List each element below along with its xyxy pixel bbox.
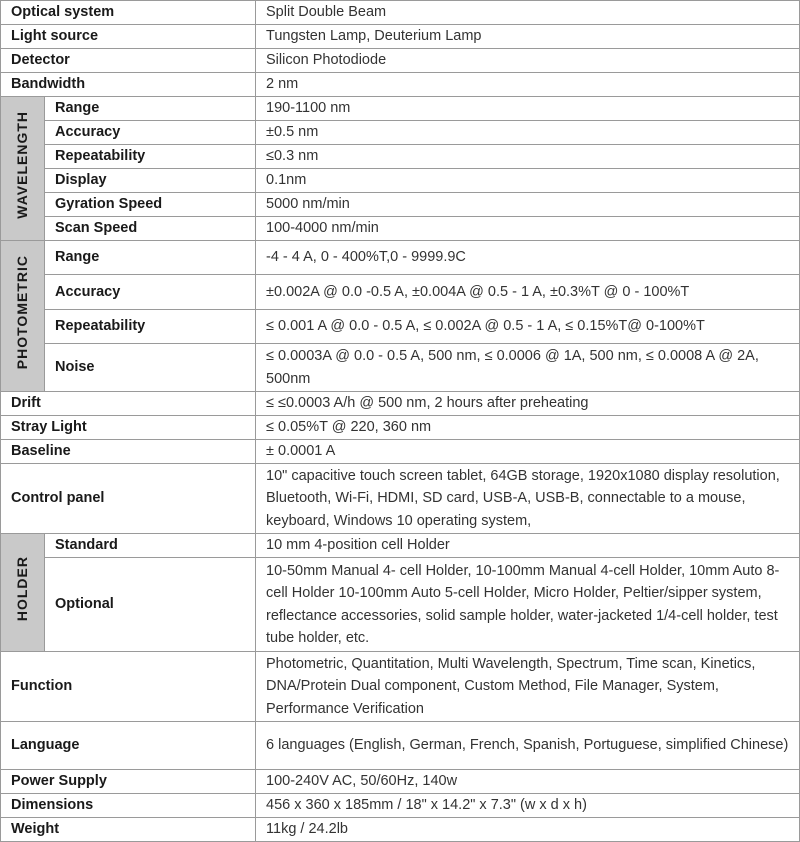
row-value: 10-50mm Manual 4- cell Holder, 10-100mm Manual 4-cell Holder, 10mm Auto 8-cell Holder 10-100mm Auto 5-cell Holder, Micro Holder, Peltier/sipper system, reflectance accessories, solid sample holder, water-jacketed 1/4-cell holder, test tube holder, etc. — [256, 558, 800, 652]
table-row — [1, 652, 800, 722]
table-row — [1, 416, 800, 440]
row-value: ≤0.3 nm — [256, 145, 800, 169]
row-label: Accuracy — [45, 121, 256, 145]
row-value: 190-1100 nm — [256, 97, 800, 121]
row-value: ±0.5 nm — [256, 121, 800, 145]
table-row — [1, 73, 800, 97]
row-label: Display — [45, 169, 256, 193]
table-row — [1, 193, 800, 217]
row-value: ± 0.0001 A — [256, 440, 800, 464]
row-label: Weight — [1, 818, 256, 842]
row-value: -4 - 4 A, 0 - 400%T,0 - 9999.9C — [256, 241, 800, 275]
row-value: 100-240V AC, 50/60Hz, 140w — [256, 770, 800, 794]
row-label: Optional — [45, 558, 256, 652]
table-row — [1, 794, 800, 818]
row-label: Dimensions — [1, 794, 256, 818]
table-row — [1, 241, 800, 275]
group-label-photometric: PHOTOMETRIC — [1, 241, 45, 392]
table-row — [1, 558, 800, 652]
row-label: Function — [1, 652, 256, 722]
row-value: 100-4000 nm/min — [256, 217, 800, 241]
row-value: 10" capacitive touch screen tablet, 64GB storage, 1920x1080 display resolution, Bluetooth, Wi-Fi, HDMI, SD card, USB-A, USB-B, connectable to a mouse, keyboard, Windows 10 operating system, — [256, 464, 800, 534]
row-value: ≤ 0.05%T @ 220, 360 nm — [256, 416, 800, 440]
table-row — [1, 121, 800, 145]
row-label: Optical system — [1, 1, 256, 25]
row-label: Control panel — [1, 464, 256, 534]
group-label-wavelength: WAVELENGTH — [1, 97, 45, 241]
row-value: 11kg / 24.2lb — [256, 818, 800, 842]
table-row — [1, 97, 800, 121]
table-row — [1, 25, 800, 49]
row-label: Range — [45, 97, 256, 121]
row-value: 456 x 360 x 185mm / 18" x 14.2" x 7.3" (w x d x h) — [256, 794, 800, 818]
row-value: ≤ 0.0003A @ 0.0 - 0.5 A, 500 nm, ≤ 0.0006 @ 1A, 500 nm, ≤ 0.0008 A @ 2A, 500nm — [256, 344, 800, 392]
row-label: Bandwidth — [1, 73, 256, 97]
row-value: 2 nm — [256, 73, 800, 97]
table-row — [1, 722, 800, 770]
row-value: Silicon Photodiode — [256, 49, 800, 73]
table-row — [1, 217, 800, 241]
table-row — [1, 275, 800, 310]
row-value: ≤ ≤0.0003 A/h @ 500 nm, 2 hours after preheating — [256, 392, 800, 416]
table-row — [1, 310, 800, 344]
row-label: Range — [45, 241, 256, 275]
table-row — [1, 169, 800, 193]
row-label: Standard — [45, 534, 256, 558]
row-label: Baseline — [1, 440, 256, 464]
row-label: Power Supply — [1, 770, 256, 794]
row-value: ±0.002A @ 0.0 -0.5 A, ±0.004A @ 0.5 - 1 A, ±0.3%T @ 0 - 100%T — [256, 275, 800, 310]
row-value: Split Double Beam — [256, 1, 800, 25]
row-label: Drift — [1, 392, 256, 416]
table-row — [1, 392, 800, 416]
row-label: Gyration Speed — [45, 193, 256, 217]
row-label: Repeatability — [45, 310, 256, 344]
row-label: Noise — [45, 344, 256, 392]
table-row — [1, 49, 800, 73]
row-value: 5000 nm/min — [256, 193, 800, 217]
row-label: Light source — [1, 25, 256, 49]
table-row — [1, 770, 800, 794]
table-row — [1, 440, 800, 464]
row-value: 10 mm 4-position cell Holder — [256, 534, 800, 558]
row-label: Scan Speed — [45, 217, 256, 241]
table-row — [1, 145, 800, 169]
row-label: Language — [1, 722, 256, 770]
row-value: 0.1nm — [256, 169, 800, 193]
row-value: ≤ 0.001 A @ 0.0 - 0.5 A, ≤ 0.002A @ 0.5 - 1 A, ≤ 0.15%T@ 0-100%T — [256, 310, 800, 344]
row-value: 6 languages (English, German, French, Spanish, Portuguese, simplified Chinese) — [256, 722, 800, 770]
row-label: Repeatability — [45, 145, 256, 169]
row-value: Tungsten Lamp, Deuterium Lamp — [256, 25, 800, 49]
row-label: Stray Light — [1, 416, 256, 440]
group-label-holder: HOLDER — [1, 534, 45, 652]
row-label: Detector — [1, 49, 256, 73]
row-value: Photometric, Quantitation, Multi Wavelength, Spectrum, Time scan, Kinetics, DNA/Protein Dual component, Custom Method, File Manager, System, Performance Verification — [256, 652, 800, 722]
table-row — [1, 1, 800, 25]
row-label: Accuracy — [45, 275, 256, 310]
table-row — [1, 344, 800, 392]
table-row — [1, 464, 800, 534]
table-row — [1, 534, 800, 558]
